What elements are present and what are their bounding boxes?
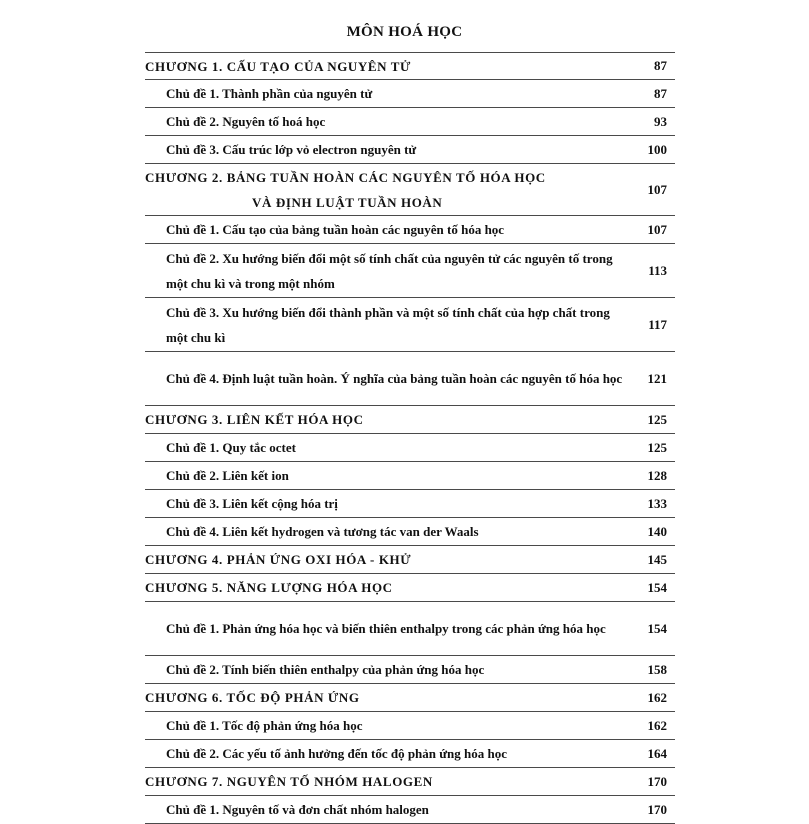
toc-topic[interactable]: [145, 712, 675, 740]
toc-topic[interactable]: [145, 80, 675, 108]
toc-label: Chủ đề 1. Nguyên tố và đơn chất nhóm halogen: [166, 802, 429, 817]
toc-label-line-2: VÀ ĐỊNH LUẬT TUẦN HOÀN: [252, 194, 443, 210]
toc-chapter-5[interactable]: [145, 574, 675, 602]
toc-chapter-7[interactable]: [145, 768, 675, 796]
toc-page-number: 87: [654, 58, 667, 73]
toc-label: Chủ đề 1. Quy tắc octet: [166, 440, 296, 455]
toc-topic[interactable]: [145, 740, 675, 768]
toc-label: [145, 165, 637, 215]
toc-topic[interactable]: [145, 298, 675, 352]
toc-label: Chủ đề 2. Xu hướng biến đổi một số tính chất của nguyên tử các nguyên tố trong một chu kì và trong một nhóm: [166, 250, 613, 291]
toc-label: CHƯƠNG 7. NGUYÊN TỐ NHÓM HALOGEN: [145, 774, 433, 789]
toc-chapter-1[interactable]: [145, 52, 675, 80]
toc-label: Chủ đề 4. Liên kết hydrogen và tương tác van der Waals: [166, 524, 479, 539]
toc-topic[interactable]: [145, 656, 675, 684]
toc-chapter-3[interactable]: [145, 406, 675, 434]
toc-page-number: 107: [647, 221, 667, 237]
toc-label: Chủ đề 1. Thành phần của nguyên tử: [166, 86, 373, 101]
toc-topic[interactable]: [145, 490, 675, 518]
table-of-contents: [145, 52, 675, 824]
toc-label: Chủ đề 2. Liên kết ion: [166, 468, 289, 483]
toc-label: CHƯƠNG 5. NĂNG LƯỢNG HÓA HỌC: [145, 580, 393, 595]
toc-page-number: 154: [647, 579, 667, 595]
page-title: MÔN HOÁ HỌC: [346, 24, 463, 40]
toc-page-number: 113: [648, 262, 667, 278]
toc-page-number: 87: [654, 85, 667, 101]
toc-page-number: 158: [647, 661, 667, 677]
toc-label: CHƯƠNG 4. PHẢN ỨNG OXI HÓA - KHỬ: [145, 552, 412, 567]
toc-page-number: 162: [647, 689, 667, 705]
toc-topic[interactable]: [145, 602, 675, 656]
toc-page-number: 154: [647, 620, 667, 636]
toc-label: CHƯƠNG 6. TỐC ĐỘ PHẢN ỨNG: [145, 690, 360, 705]
toc-label: Chủ đề 2. Nguyên tố hoá học: [166, 114, 326, 129]
toc-label: Chủ đề 3. Cấu trúc lớp vỏ electron nguyên tử: [166, 142, 417, 157]
toc-page-number: 121: [647, 370, 667, 386]
toc-topic[interactable]: [145, 244, 675, 298]
toc-chapter-2[interactable]: [145, 164, 675, 216]
toc-page-number: 170: [647, 801, 667, 817]
toc-label: Chủ đề 3. Xu hướng biến đổi thành phần và một số tính chất của hợp chất trong một chu kì: [166, 304, 610, 345]
toc-label: CHƯƠNG 3. LIÊN KẾT HÓA HỌC: [145, 412, 364, 427]
toc-label: Chủ đề 3. Liên kết cộng hóa trị: [166, 496, 338, 511]
toc-page-number: 125: [647, 439, 667, 455]
toc-chapter-4[interactable]: [145, 546, 675, 574]
toc-page-number: 170: [647, 773, 667, 789]
toc-topic[interactable]: [145, 352, 675, 406]
toc-chapter-6[interactable]: [145, 684, 675, 712]
toc-page-number: 93: [654, 113, 667, 129]
toc-topic[interactable]: [145, 216, 675, 244]
toc-label: Chủ đề 2. Tính biến thiên enthalpy của phản ứng hóa học: [166, 662, 485, 677]
toc-page-number: 125: [647, 411, 667, 427]
toc-page-number: 145: [647, 551, 667, 567]
toc-label: Chủ đề 1. Cấu tạo của bảng tuần hoàn các nguyên tố hóa học: [166, 222, 505, 237]
toc-page-number: 107: [647, 181, 667, 197]
toc-topic[interactable]: [145, 434, 675, 462]
toc-label-line-1: CHƯƠNG 2. BẢNG TUẦN HOÀN CÁC NGUYÊN TỐ HÓA HỌC: [145, 169, 546, 185]
toc-topic[interactable]: [145, 108, 675, 136]
toc-page-number: 128: [647, 467, 667, 483]
toc-topic[interactable]: [145, 518, 675, 546]
toc-page-number: 164: [647, 745, 667, 761]
toc-label: Chủ đề 1. Phản ứng hóa học và biến thiên enthalpy trong các phản ứng hóa học: [166, 621, 606, 636]
toc-label: Chủ đề 1. Tốc độ phản ứng hóa học: [166, 718, 363, 733]
toc-topic[interactable]: [145, 462, 675, 490]
toc-label: CHƯƠNG 1. CẤU TẠO CỦA NGUYÊN TỬ: [145, 58, 411, 74]
toc-page-number: 162: [647, 717, 667, 733]
toc-label: Chủ đề 2. Các yếu tố ảnh hưởng đến tốc độ phản ứng hóa học: [166, 746, 508, 761]
toc-label: Chủ đề 4. Định luật tuần hoàn. Ý nghĩa của bảng tuần hoàn các nguyên tố hóa học: [166, 371, 623, 386]
toc-page-number: 140: [647, 523, 667, 539]
toc-topic[interactable]: [145, 136, 675, 164]
toc-page-number: 100: [647, 141, 667, 157]
toc-page-number: 133: [647, 495, 667, 511]
toc-topic[interactable]: [145, 796, 675, 824]
toc-page-number: 117: [648, 316, 667, 332]
